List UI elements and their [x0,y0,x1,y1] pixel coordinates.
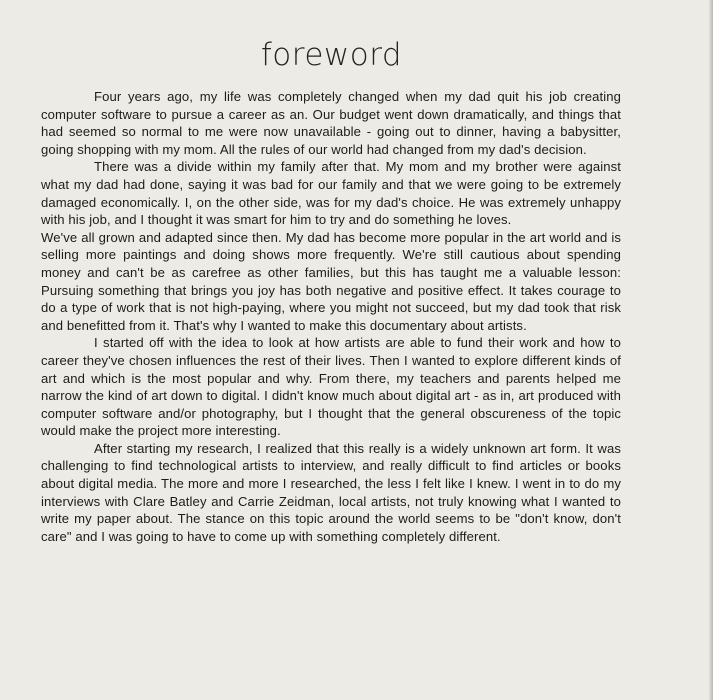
paragraph-5: After starting my research, I realized that this really is a widely unknown art form. It was challenging to find technological artists to interview, and really difficult to find articles or books about digital media. The more and more I researched, the less I felt like I knew. I went in to do my interviews with Clare Batley and Carrie Zeidman, local artists, not truly knowing what I wanted to write my paper about. The stance on this topic around the world seems to be "don't know, don't care" and I was going to have to come up with something completely different. [41,440,621,544]
foreword-body [41,88,621,545]
paragraph-2: There was a divide within my family after that. My mom and my brother were against what my dad had done, saying it was bad for our family and that we were going to be extremely damaged economically. I, on the other side, was for my dad's choice. He was extremely unhappy with his job, and I thought it was smart for him to try and do something he loves. [41,159,621,228]
page-edge-shadow [708,0,713,700]
paragraph-1: Four years ago, my life was completely changed when my dad quit his job creating computer software to pursue a career as an. Our budget went down dramatically, and things that had seemed so normal to me were now unavailable - going out to dinner, having a babysitter, going shopping with my mom. All the rules of our world had changed from my dad's decision. [41,89,621,157]
paragraph-3: We've all grown and adapted since then. My dad has become more popular in the art world and is selling more paintings and doing shows more frequently. We're still cautious about spending money and can't be as carefree as other families, but this has taught me a valuable lesson: Pursuing something that brings you joy has both negative and positive effect. It takes courage to do a type of work that is not high-paying, where you might not succeed, but my dad took that risk and benefitted from it. That's why I wanted to make this documentary about artists. [41,229,621,333]
paragraph-4: I started off with the idea to look at how artists are able to fund their work and how to career they've chosen influences the rest of their lives. Then I wanted to explore different kinds of art and which is the most popular and why. From there, my teachers and parents helped me narrow the kind of art down to digital. I didn't know much about digital art - as in, art produced with computer software and/or photography, but I thought that the general obscureness of the topic would make the project more interesting. [41,335,621,439]
page-title: foreword [260,37,403,73]
